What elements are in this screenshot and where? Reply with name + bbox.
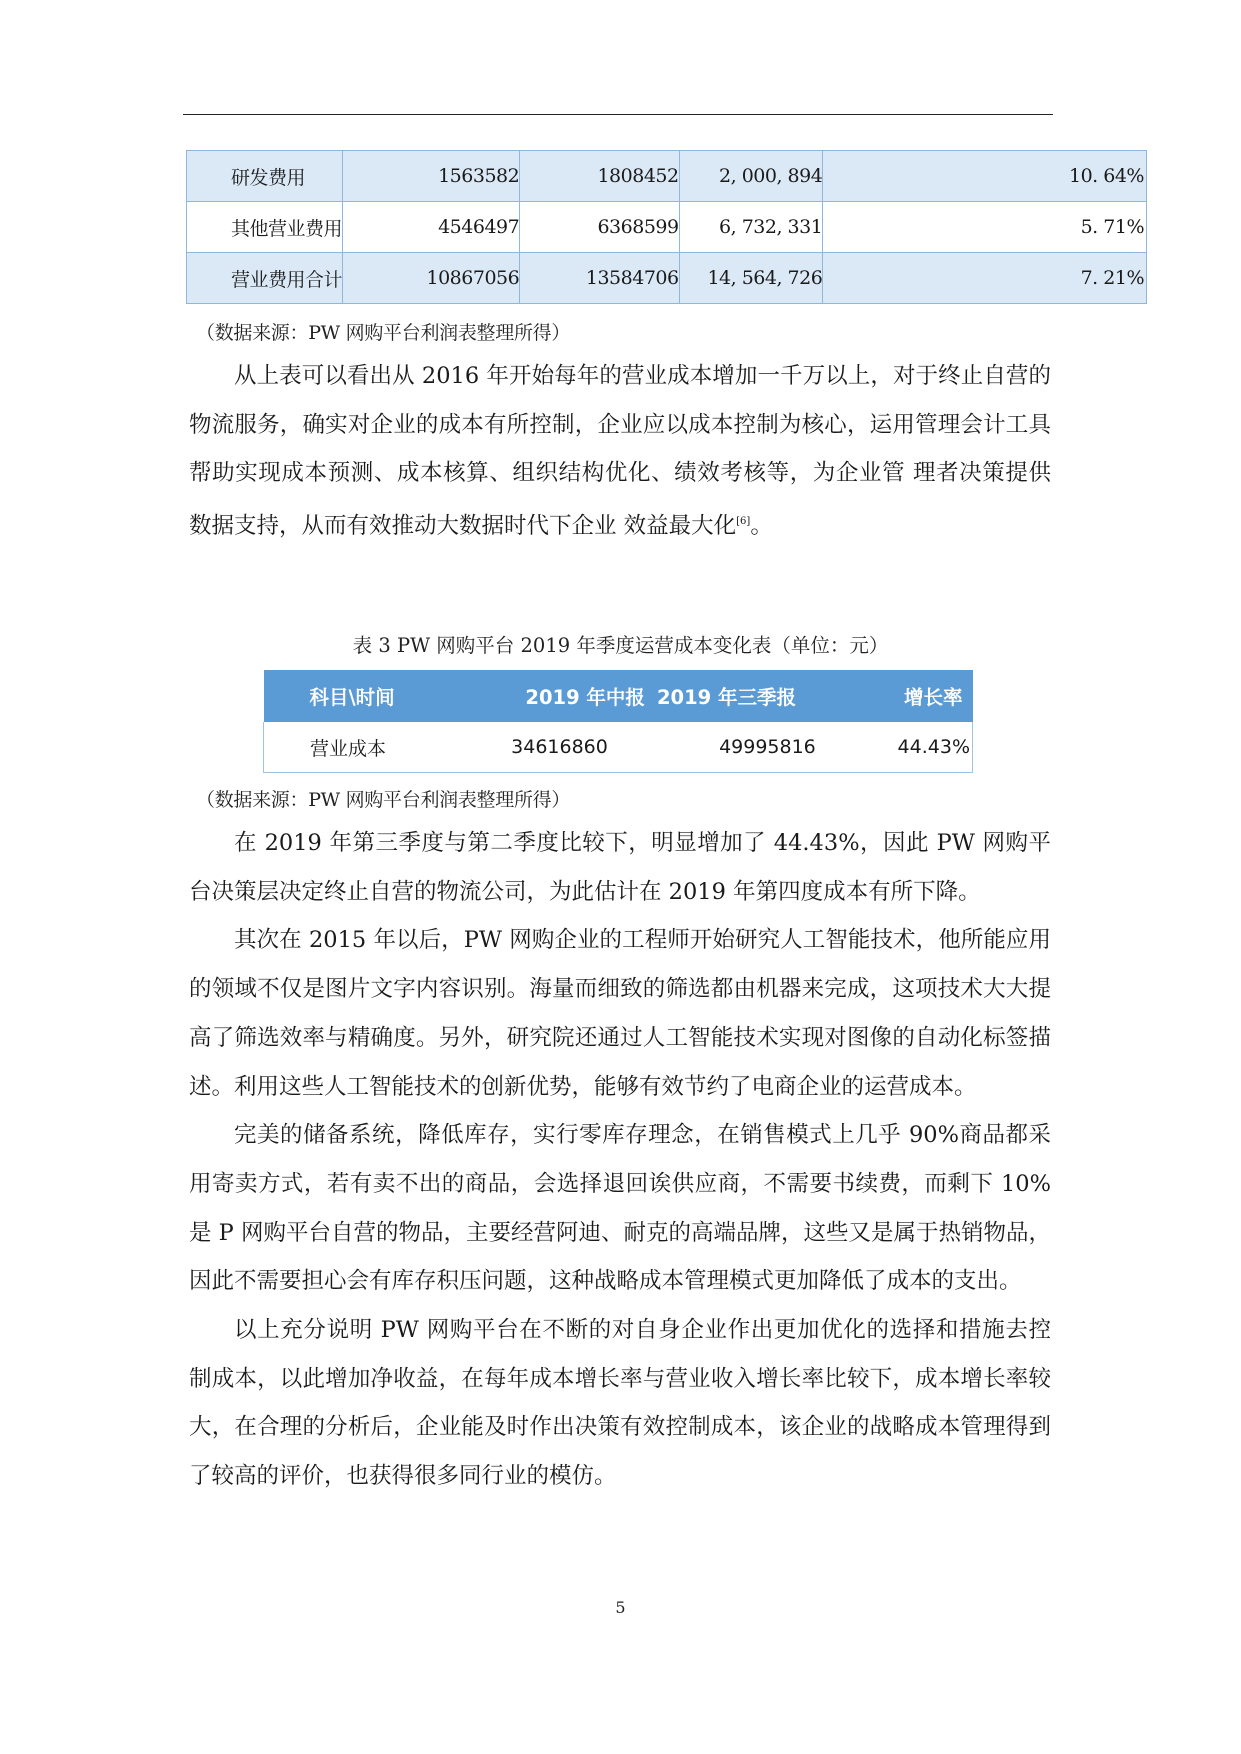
cell-value: 2, 000, 894 xyxy=(679,151,823,202)
table-row xyxy=(264,722,973,773)
cell-value: 1808452 xyxy=(520,151,679,202)
row-label: 营业成本 xyxy=(264,722,474,773)
body-paragraph: 其次在 2015 年以后，PW 网购企业的工程师开始研究人工智能技术，他所能应用的领域不仅是图片文字内容识别。海量而细致的筛选都由机器来完成，这项技术大大提高了筛选效率与精确度。另外，研究院还通过人工智能技术实现对图像的自动化标签描述。利用这些人工智能技术的创新优势，能够有效节约了电商企业的运营成本。 xyxy=(189,927,1051,1100)
citation-ref: [6] xyxy=(736,516,751,528)
table-row xyxy=(187,253,1147,304)
cell-value: 6, 732, 331 xyxy=(679,202,823,253)
page-number: 5 xyxy=(615,1598,626,1617)
table-row xyxy=(187,151,1147,202)
header-rule xyxy=(183,114,1053,115)
cell-growth: 44.43% xyxy=(828,722,973,773)
column-header: 2019 年中报 xyxy=(473,670,653,722)
paragraph-text: 从上表可以看出从 2016 年开始每年的营业成本增加一千万以上，对于终止自营的物流服务，确实对企业的成本有所控制，企业应以成本控制为核心，运用管理会计工具帮助实现成本预测、成本核算、组织结构优化、绩效考核等，为企业管 理者决策提供数据支持，从而有效推动大数据时代下企业 效益最大化 xyxy=(189,363,1051,540)
quarterly-cost-table xyxy=(263,670,973,773)
body-paragraph: 在 2019 年第三季度与第二季度比较下，明显增加了 44.43%，因此 PW 网购平台决策层决定终止自营的物流公司，为此估计在 2019 年第四度成本有所下降。 xyxy=(189,830,1051,905)
column-header: 2019 年三季报 xyxy=(653,670,828,722)
row-label: 其他营业费用 xyxy=(187,202,343,253)
row-label: 营业费用合计 xyxy=(187,253,343,304)
body-paragraph: 以上充分说明 PW 网购平台在不断的对自身企业作出更加优化的选择和措施去控制成本，以此增加净收益，在每年成本增长率与营业收入增长率比较下，成本增长率较大，在合理的分析后，企业能及时作出决策有效控制成本，该企业的战略成本管理得到了较高的评价，也获得很多同行业的模仿。 xyxy=(189,1317,1051,1490)
cell-value: 10867056 xyxy=(343,253,520,304)
paragraph-tail: 。 xyxy=(750,513,773,540)
cell-value: 6368599 xyxy=(520,202,679,253)
expense-table xyxy=(186,150,1147,304)
column-header: 科目\时间 xyxy=(264,670,474,722)
cell-growth: 10. 64% xyxy=(823,151,1147,202)
body-paragraph xyxy=(189,352,1051,551)
column-header: 增长率 xyxy=(828,670,973,722)
body-text xyxy=(189,819,1051,1501)
cell-value: 1563582 xyxy=(343,151,520,202)
body-paragraph: 完美的储备系统，降低库存，实行零库存理念，在销售模式上几乎 90%商品都采用寄卖方式，若有卖不出的商品，会选择退回诶供应商，不需要书续费，而剩下 10%是 P 网购平台自营的物品，主要经营阿迪、耐克的高端品牌，这些又是属于热销物品，因此不需要担心会有库存积压问题，这种战略成本管理模式更加降低了成本的支出。 xyxy=(189,1122,1051,1295)
cell-growth: 5. 71% xyxy=(823,202,1147,253)
cell-value: 49995816 xyxy=(653,722,828,773)
cell-growth: 7. 21% xyxy=(823,253,1147,304)
data-source-note: （数据来源：PW 网购平台利润表整理所得） xyxy=(196,789,571,811)
row-label: 研发费用 xyxy=(187,151,343,202)
cell-value: 14, 564, 726 xyxy=(679,253,823,304)
cell-value: 34616860 xyxy=(473,722,653,773)
cell-value: 4546497 xyxy=(343,202,520,253)
data-source-note: （数据来源：PW 网购平台利润表整理所得） xyxy=(196,322,571,344)
table-row xyxy=(187,202,1147,253)
cell-value: 13584706 xyxy=(520,253,679,304)
table-caption: 表 3 PW 网购平台 2019 年季度运营成本变化表（单位：元） xyxy=(352,634,889,657)
table-header-row xyxy=(264,670,973,722)
